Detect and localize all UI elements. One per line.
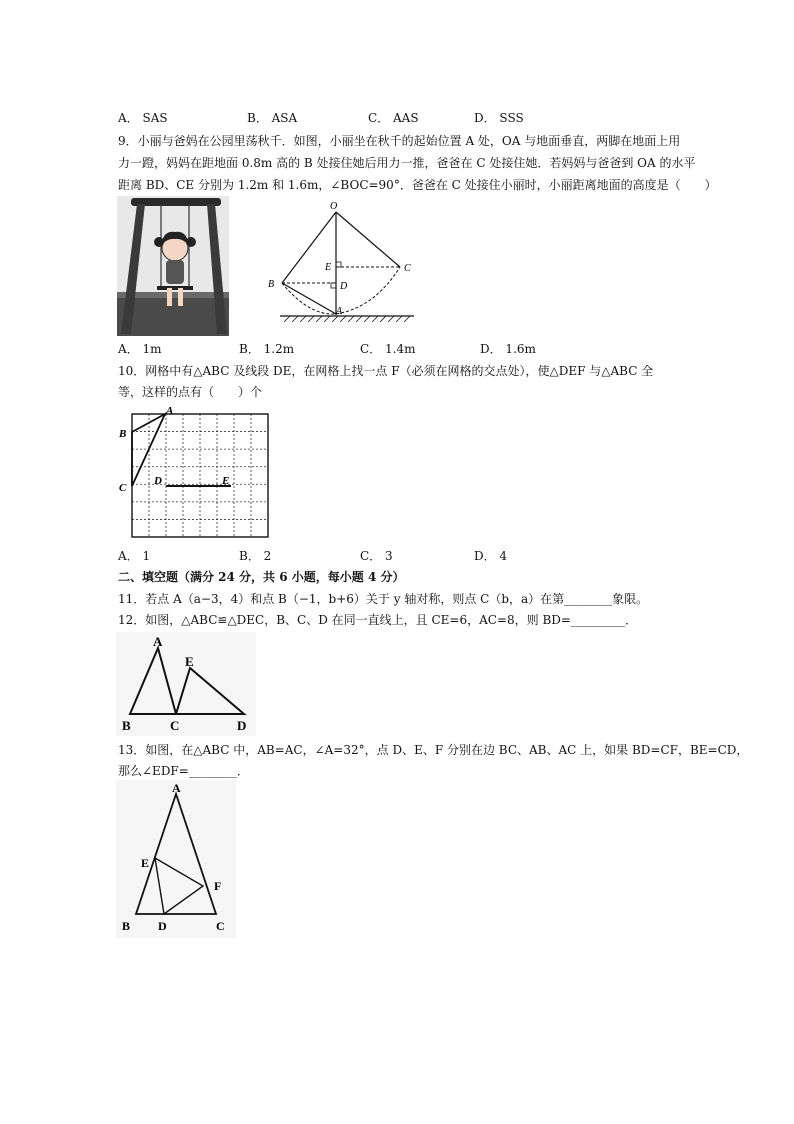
- q10-label-c: C: [119, 482, 127, 494]
- q8-option-b: B． ASA: [247, 111, 298, 125]
- q12-label-c: C: [170, 718, 180, 733]
- q12-triangles-figure: [116, 632, 256, 736]
- q13-label-a: A: [172, 781, 181, 795]
- q9-label-e: E: [325, 262, 332, 273]
- q9-label-b: B: [268, 279, 275, 290]
- q9-option-b: B． 1.2m: [239, 342, 295, 356]
- q13-text-line1: 13．如图，在△ABC 中，AB=AC，∠A=32°，点 D、E、F 分别在边 BC、AB、AC 上，如果 BD=CF，BE=CD，: [118, 743, 749, 757]
- q9-text-line1: 9．小丽与爸妈在公园里荡秋千．如图，小丽坐在秋千的起始位置 A 处，OA 与地面垂直，两脚在地面上用: [118, 134, 681, 148]
- q9-label-a: A: [336, 306, 343, 317]
- q10-option-b: B． 2: [239, 549, 272, 563]
- q13-label-c: C: [216, 919, 225, 933]
- q12-label-e: E: [185, 654, 194, 669]
- q13-triangle-figure: [116, 780, 236, 938]
- q9-option-a: A． 1m: [118, 342, 162, 356]
- q10-text-line2: 等，这样的点有（ ）个: [118, 385, 263, 399]
- q10-option-a: A． 1: [118, 549, 151, 563]
- section2-heading: 二、填空题（满分 24 分，共 6 小题，每小题 4 分）: [118, 570, 405, 584]
- swing-photo: [117, 196, 229, 336]
- q9-label-c: C: [404, 263, 411, 274]
- q12-label-b: B: [122, 718, 131, 733]
- q9-pendulum-figure: [264, 196, 424, 326]
- q10-text-line1: 10．网格中有△ABC 及线段 DE，在网格上找一点 F（必须在网格的交点处），使△DEF 与△ABC 全: [118, 364, 654, 378]
- q8-option-a: A． SAS: [118, 111, 168, 125]
- q9-option-d: D． 1.6m: [480, 342, 536, 356]
- q13-label-b: B: [122, 919, 131, 933]
- q12-label-d: D: [237, 718, 247, 733]
- q9-option-c: C． 1.4m: [360, 342, 416, 356]
- q8-option-c: C． AAS: [368, 111, 419, 125]
- q9-label-o: O: [330, 201, 338, 212]
- q8-option-d: D． SSS: [474, 111, 524, 125]
- q10-label-b: B: [119, 428, 127, 440]
- q10-label-a: A: [166, 405, 174, 417]
- q13-label-e: E: [141, 856, 150, 870]
- q10-grid-figure: [116, 402, 274, 542]
- q12-label-a: A: [153, 634, 163, 649]
- q9-text-line3: 距离 BD、CE 分别为 1.2m 和 1.6m，∠BOC=90°．爸爸在 C 处接住小丽时，小丽距离地面的高度是（ ）: [118, 178, 717, 192]
- q9-label-d: D: [340, 281, 348, 292]
- q13-label-d: D: [158, 919, 167, 933]
- q9-text-line2: 力一蹬，妈妈在距地面 0.8m 高的 B 处接住她后用力一推，爸爸在 C 处接住她．若妈妈与爸爸到 OA 的水平: [118, 156, 696, 170]
- q12-text: 12．如图，△ABC≌△DEC，B、C、D 在同一直线上，且 CE=6，AC=8，则 BD=_________．: [118, 613, 637, 627]
- q11-text: 11．若点 A（a−3，4）和点 B（−1，b+6）关于 y 轴对称，则点 C（b，a）在第________象限。: [118, 592, 649, 606]
- q13-label-f: F: [214, 879, 222, 893]
- q10-option-d: D． 4: [474, 549, 508, 563]
- q10-option-c: C． 3: [360, 549, 393, 563]
- q13-text-line2: 那么∠EDF=________．: [118, 764, 249, 778]
- q10-label-e: E: [222, 475, 230, 487]
- q10-label-d: D: [154, 475, 162, 487]
